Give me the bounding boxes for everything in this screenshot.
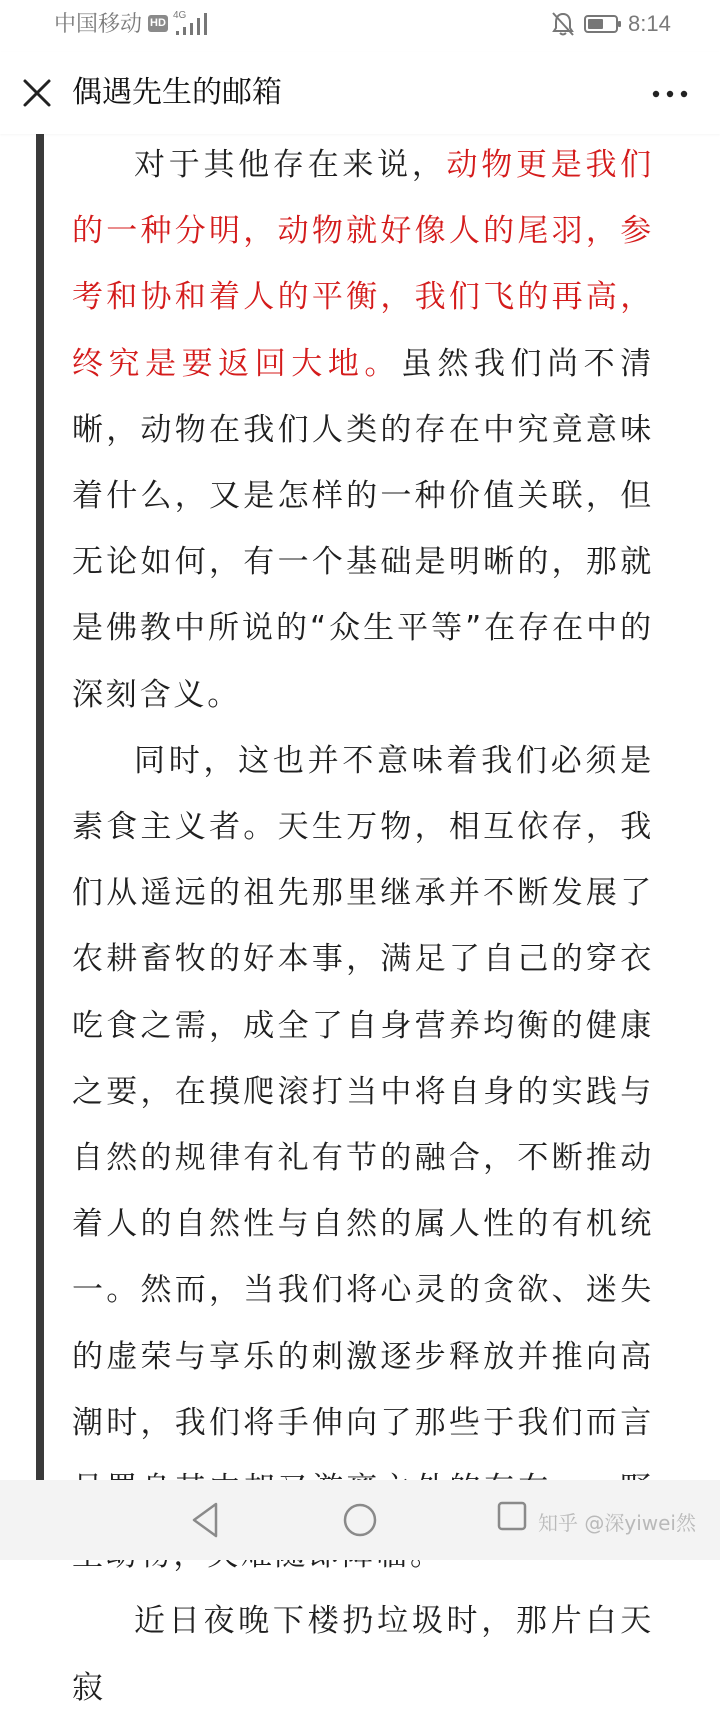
watermark: 知乎 @深yiwei然 bbox=[538, 1511, 696, 1535]
paragraph-3: 近日夜晚下楼扔垃圾时，那片白天寂 bbox=[72, 1603, 654, 1706]
battery-icon bbox=[584, 14, 622, 34]
page-title: 偶遇先生的邮箱 bbox=[72, 75, 282, 110]
paragraph-1-tail: 虽然我们尚不清晰，动物在我们人类的存在中究竟意味着什么，又是怎样的一种价值关联，但无论如何，有一个基础是明晰的，那就是佛教中所说的“众生平等”在存在中的深刻含义。 bbox=[72, 345, 654, 713]
highlighted-text: 动物更是我们的一种分明，动物就好像人的尾羽，参考和协和着人的平衡，我们飞的再高，终究是要返回大地。 bbox=[72, 147, 654, 382]
mute-icon bbox=[551, 11, 575, 37]
paragraph-1-lead: 对于其他存在来说， bbox=[134, 147, 447, 183]
close-icon[interactable] bbox=[18, 74, 56, 112]
back-icon[interactable] bbox=[186, 1498, 226, 1542]
hd-badge: HD bbox=[148, 15, 168, 32]
more-icon[interactable] bbox=[648, 80, 692, 108]
signal-icon bbox=[174, 12, 208, 36]
carrier-name: 中国移动 bbox=[54, 12, 143, 37]
paragraph-2: 同时，这也并不意味着我们必须是素食主义者。天生万物，相互依存，我们从遥远的祖先那里继承并不断发展了农耕畜牧的好本事，满足了自己的穿衣吃食之需，成全了自身营养均衡的健康之要，在摸爬滚打当中将自身的实践与自然的规律有礼有节的融合，不断推动着人的自然性与自然的属人性的有机统一。然而，当我们将心灵的贪欲、迷失的虚荣与享乐的刺激逐步释放并推向高潮时，我们将手伸向了那些于我们而言 bbox=[72, 742, 654, 1441]
status-time: 8:14 bbox=[628, 11, 671, 36]
app-header bbox=[0, 52, 720, 134]
home-icon[interactable] bbox=[340, 1500, 380, 1540]
network-type: 4G bbox=[173, 10, 187, 21]
status-bar bbox=[0, 0, 720, 52]
quote-bar bbox=[36, 134, 44, 1480]
paragraph-1 bbox=[72, 132, 654, 728]
recent-apps-icon[interactable] bbox=[496, 1500, 530, 1534]
